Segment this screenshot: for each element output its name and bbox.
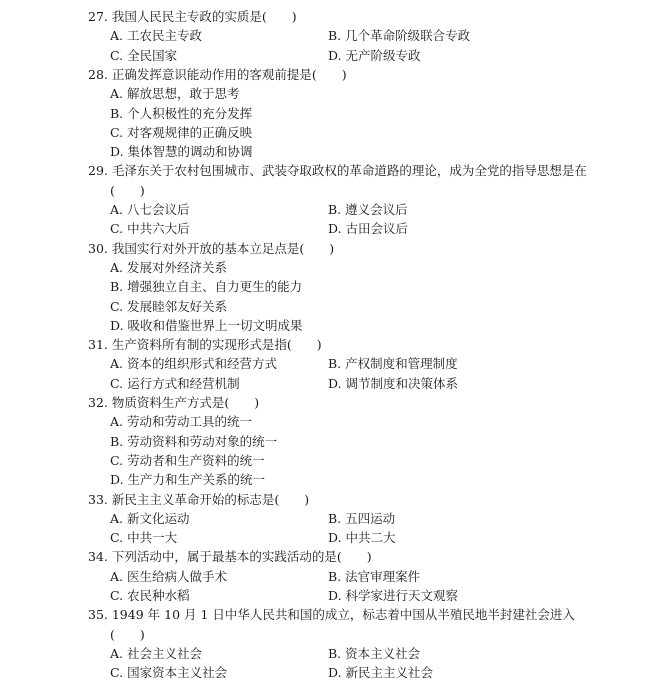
question-stem: 33. 新民主主义革命开始的标志是( ) (88, 491, 310, 507)
answer-option: A. 社会主义社会 (110, 645, 202, 661)
answer-option: C. 运行方式和经营机制 (110, 375, 240, 391)
answer-option: B. 个人积极性的充分发挥 (110, 105, 253, 121)
answer-option: C. 农民种水稻 (110, 588, 190, 603)
answer-option: D. 古田会议后 (328, 221, 409, 237)
answer-option: D. 集体智慧的调动和协调 (110, 144, 253, 160)
question-stem: 30. 我国实行对外开放的基本立足点是( ) (88, 240, 335, 256)
answer-option: D. 科学家进行天文观察 (328, 588, 459, 603)
answer-option: B. 法官审理案件 (328, 568, 421, 584)
answer-option: C. 国家资本主义社会 (110, 665, 228, 681)
answer-option: D. 无产阶级专政 (328, 47, 421, 63)
answer-option: C. 劳动者和生产资料的统一 (110, 452, 265, 468)
question-stem: 35. 1949 年 10 月 1 日中华人民共和国的成立，标志着中国从半殖民地半封建社会进入 (88, 607, 575, 623)
question-stem: 29. 毛泽东关于农村包围城市、武装夺取政权的革命道路的理论，成为全党的指导思想是在 (88, 163, 587, 179)
answer-option: C. 全民国家 (110, 47, 178, 63)
answer-option: B. 增强独立自主、自力更生的能力 (110, 279, 303, 295)
question-stem: 32. 物质资料生产方式是( ) (88, 395, 260, 410)
question-stem-continuation: ( ) (110, 182, 145, 198)
answer-option: D. 新民主主义社会 (328, 665, 434, 681)
answer-option: D. 生产力和生产关系的统一 (110, 472, 266, 488)
answer-option: C. 中共一大 (110, 530, 178, 546)
question-stem: 34. 下列活动中，属于最基本的实践活动的是( ) (88, 549, 372, 565)
answer-option: A. 解放思想，敢于思考 (110, 86, 240, 102)
answer-option: A. 工农民主专政 (110, 28, 202, 44)
answer-option: A. 八七会议后 (110, 202, 190, 217)
answer-option: A. 新文化运动 (110, 510, 190, 526)
answer-option: B. 劳动资料和劳动对象的统一 (110, 433, 278, 449)
answer-option: B. 遵义会议后 (328, 202, 408, 217)
question-stem: 31. 生产资料所有制的实现形式是指( ) (88, 337, 322, 353)
answer-option: B. 产权制度和管理制度 (328, 356, 458, 372)
answer-option: B. 资本主义社会 (328, 645, 421, 661)
answer-option: B. 五四运动 (328, 510, 396, 526)
answer-option: C. 对客观规律的正确反映 (110, 124, 253, 140)
answer-option: A. 劳动和劳动工具的统一 (110, 414, 252, 430)
question-stem: 27. 我国人民民主专政的实质是( ) (88, 9, 297, 24)
question-stem: 28. 正确发挥意识能动作用的客观前提是( ) (88, 66, 347, 82)
answer-option: A. 医生给病人做手术 (110, 568, 227, 584)
answer-option: A. 发展对外经济关系 (110, 259, 227, 275)
answer-option: D. 中共二大 (328, 530, 396, 546)
answer-option: D. 吸收和借鉴世界上一切文明成果 (110, 317, 303, 333)
answer-option: C. 发展睦邻友好关系 (110, 298, 228, 314)
question-stem-continuation: ( ) (110, 626, 145, 642)
answer-option: A. 资本的组织形式和经营方式 (110, 356, 277, 372)
answer-option: B. 几个革命阶级联合专政 (328, 28, 471, 44)
answer-option: C. 中共六大后 (110, 221, 190, 237)
answer-option: D. 调节制度和决策体系 (328, 375, 459, 391)
